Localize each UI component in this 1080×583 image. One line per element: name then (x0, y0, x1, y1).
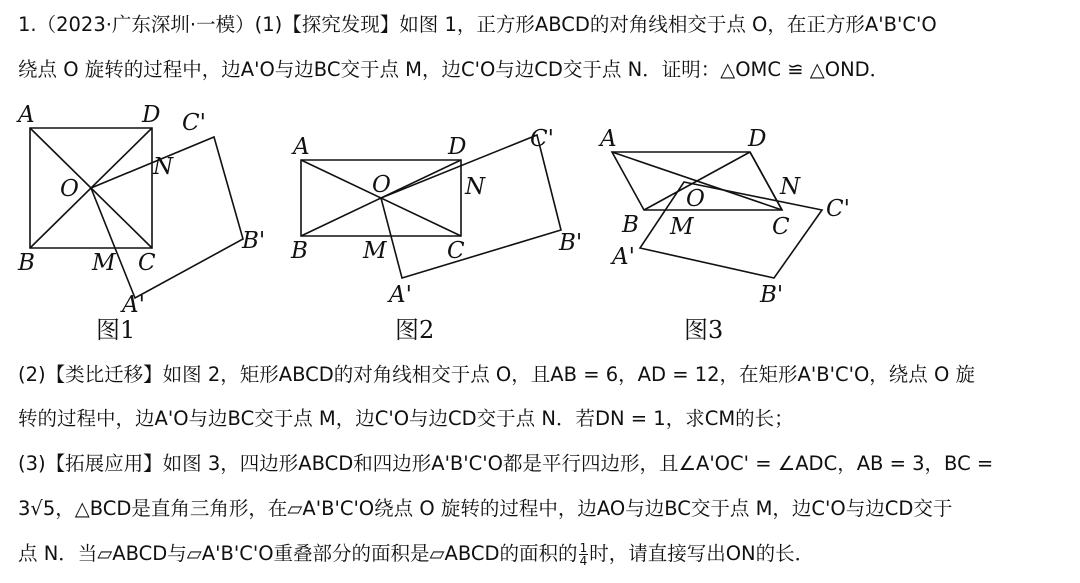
problem-line-7-start: 点 N．当▱ABCD与▱A'B'C'O重叠部分的面积是▱ABCD的面积的 (18, 542, 578, 565)
fig2-label-N: N (465, 174, 486, 200)
fig1-label-C: C (138, 250, 156, 276)
fig2-label-A: A (293, 134, 310, 160)
problem-line-1: 1.（2023·广东深圳·一模）(1)【探究发现】如图 1，正方形ABCD的对角线相交于点 O，在正方形A'B'C'O (18, 13, 937, 36)
fig2-label-Aprime: A' (389, 282, 412, 308)
fig2-label-Cprime: C' (530, 126, 554, 152)
figure-2-caption: 图2 (395, 316, 435, 344)
fig2-label-Bprime: B' (559, 230, 583, 256)
fig3-label-A: A (600, 126, 617, 152)
fig3-label-N: N (780, 174, 801, 200)
fig1-label-Aprime: A' (122, 292, 145, 318)
fig3-label-B: B (622, 212, 639, 238)
fig1-label-N: N (153, 154, 174, 180)
figure-3-caption: 图3 (684, 316, 724, 344)
fig1-label-D: D (142, 102, 161, 128)
figure-3 (600, 98, 880, 348)
fig1-label-Bprime: B' (242, 228, 266, 254)
fraction-denominator: 4 (579, 554, 588, 568)
figure-3-diagram (600, 98, 880, 348)
problem-line-7-end: 时，请直接写出ON的长． (589, 542, 815, 565)
problem-line-4: 转的过程中，边A'O与边BC交于点 M，边C'O与边CD交于点 N．若DN = 1，求CM的长； (18, 407, 794, 430)
fig2-label-M: M (363, 238, 387, 264)
fig3-label-Aprime: A' (612, 244, 635, 270)
fig1-label-B: B (18, 250, 35, 276)
figure-2-diagram (285, 98, 595, 348)
figure-1-diagram (10, 98, 280, 348)
figure-2 (285, 98, 595, 348)
problem-line-6: 3√5，△BCD是直角三角形，在▱A'B'C'O绕点 O 旋转的过程中，边AO与边BC交于点 M，边C'O与边CD交于 (18, 497, 953, 520)
fig1-label-A: A (18, 102, 35, 128)
fraction-numerator: 1 (579, 541, 588, 555)
fig3-label-Cprime: C' (826, 196, 850, 222)
fig3-label-Bprime: B' (760, 282, 784, 308)
fig3-label-D: D (748, 126, 767, 152)
figure-1-caption: 图1 (96, 316, 136, 344)
fig3-label-O: O (686, 186, 705, 212)
problem-line-7 (18, 541, 814, 567)
fig2-label-O: O (372, 172, 391, 198)
fraction-one-quarter (579, 542, 589, 567)
fig2-label-C: C (447, 238, 465, 264)
figure-1 (10, 98, 280, 348)
fig2-label-D: D (448, 134, 467, 160)
fig1-label-Cprime: C' (182, 110, 206, 136)
fig1-label-O: O (60, 176, 79, 202)
fig3-label-M: M (670, 214, 694, 240)
problem-line-5: (3)【拓展应用】如图 3，四边形ABCD和四边形A'B'C'O都是平行四边形，且∠A'OC' = ∠ADC，AB = 3，BC = (18, 452, 994, 475)
fig1-label-M: M (92, 250, 116, 276)
fig3-label-C: C (772, 214, 790, 240)
problem-line-2: 绕点 O 旋转的过程中，边A'O与边BC交于点 M，边C'O与边CD交于点 N．证明：△OMC ≌ △OND． (18, 58, 890, 81)
problem-line-3: (2)【类比迁移】如图 2，矩形ABCD的对角线相交于点 O，且AB = 6，AD = 12，在矩形A'B'C'O，绕点 O 旋 (18, 363, 976, 386)
fig2-label-B: B (291, 238, 308, 264)
